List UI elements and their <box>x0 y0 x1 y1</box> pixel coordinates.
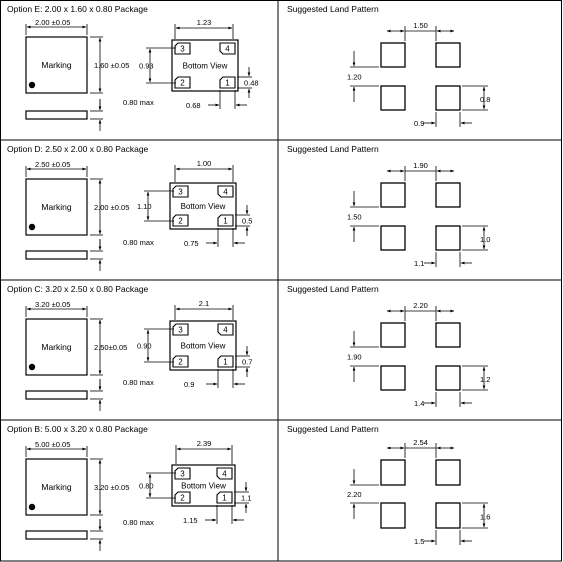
land-pad-4 <box>436 86 460 110</box>
pad-pin-number: 4 <box>222 469 227 479</box>
package-width-label: 2.00 ±0.05 <box>35 18 71 27</box>
package-height-label: 3.20 ±0.05 <box>94 483 130 492</box>
land-spacing-x-label: 2.20 <box>413 301 428 310</box>
land-pad-3 <box>381 86 405 110</box>
land-pattern-title: Suggested Land Pattern <box>287 4 379 14</box>
land-pad-1 <box>381 183 405 207</box>
bottom-pad-width-label: 0.75 <box>184 239 199 248</box>
land-pad-4 <box>436 503 460 528</box>
land-pad-1 <box>381 460 405 485</box>
bottom-pad-height-label: 1.1 <box>241 493 252 503</box>
pad-pin-number: 1 <box>222 493 227 503</box>
land-pad-3 <box>381 226 405 250</box>
pin1-indicator-dot <box>29 224 35 230</box>
land-pad-height-label: 1.6 <box>480 512 491 522</box>
bottom-pitch-y-label: 1.10 <box>137 202 152 211</box>
table-grid <box>1 1 562 562</box>
bottom-pad-width-label: 0.68 <box>186 101 201 110</box>
land-spacing-y-label: 1.20 <box>347 72 362 82</box>
land-pad-width-label: 1.4 <box>414 399 425 408</box>
package-width-label: 2.50 ±0.05 <box>35 160 71 169</box>
package-row-1 <box>7 4 490 131</box>
land-pad-4 <box>436 226 460 250</box>
table-border <box>1 1 562 562</box>
bottom-pitch-x-label: 1.00 <box>196 159 212 168</box>
package-height-label: 2.00 ±0.05 <box>94 203 130 212</box>
bottom-view-label: Bottom View <box>181 481 226 491</box>
land-pad-width-label: 1.5 <box>414 537 425 546</box>
option-title: Option B: 5.00 x 3.20 x 0.80 Package <box>7 424 148 434</box>
table-rows <box>7 4 490 551</box>
bottom-pad-height-label: 0.7 <box>242 357 253 367</box>
land-pad-2 <box>436 323 460 347</box>
bottom-pitch-y-label: 0.90 <box>137 341 152 351</box>
package-row-2 <box>7 144 490 271</box>
bottom-view-label: Bottom View <box>180 202 226 211</box>
land-spacing-y-label: 1.90 <box>347 352 362 362</box>
land-spacing-x-label: 2.54 <box>413 438 428 447</box>
pad-pin-number: 4 <box>223 187 228 197</box>
package-row-3 <box>7 284 490 411</box>
land-pad-3 <box>381 366 405 390</box>
land-pattern-title: Suggested Land Pattern <box>287 424 379 434</box>
package-thickness-label: 0.80 max <box>123 378 154 387</box>
land-pad-3 <box>381 503 405 528</box>
land-pad-height-label: 0.8 <box>480 95 491 104</box>
pin1-indicator-dot <box>29 364 35 370</box>
bottom-pitch-x-label: 1.23 <box>196 18 212 27</box>
package-thickness-label: 0.80 max <box>123 518 154 527</box>
option-title: Option E: 2.00 x 1.60 x 0.80 Package <box>7 4 148 14</box>
land-spacing-y-label: 2.20 <box>347 490 362 499</box>
land-pad-1 <box>381 323 405 347</box>
package-side-view <box>26 251 87 259</box>
bottom-pitch-y-label: 0.93 <box>139 61 154 71</box>
bottom-pitch-y-label: 0.80 <box>139 481 154 491</box>
land-pattern-title: Suggested Land Pattern <box>287 144 379 154</box>
pad-pin-number: 3 <box>180 469 185 479</box>
pad-pin-number: 2 <box>180 493 185 503</box>
marking-label: Marking <box>41 482 72 492</box>
land-pad-2 <box>436 183 460 207</box>
land-spacing-x-label: 1.50 <box>413 21 428 30</box>
land-pad-2 <box>436 460 460 485</box>
pad-pin-number: 1 <box>223 216 228 226</box>
package-thickness-label: 0.80 max <box>123 238 154 247</box>
land-pad-4 <box>436 366 460 390</box>
bottom-view-label: Bottom View <box>182 61 228 71</box>
bottom-pad-height-label: 0.48 <box>244 78 259 88</box>
marking-label: Marking <box>41 60 72 70</box>
pad-pin-number: 1 <box>223 357 228 367</box>
package-side-view <box>26 111 87 119</box>
package-width-label: 5.00 ±0.05 <box>35 440 71 449</box>
pad-pin-number: 1 <box>225 78 230 88</box>
pad-pin-number: 3 <box>180 44 185 54</box>
land-pattern-title: Suggested Land Pattern <box>287 284 379 294</box>
land-pad-height-label: 1.2 <box>480 375 491 384</box>
bottom-view-label: Bottom View <box>180 341 226 351</box>
marking-label: Marking <box>41 202 72 212</box>
pad-pin-number: 2 <box>178 357 183 367</box>
bottom-pad-width-label: 1.15 <box>183 516 198 525</box>
land-pad-width-label: 1.1 <box>414 259 425 268</box>
pad-pin-number: 2 <box>180 78 185 88</box>
bottom-pitch-x-label: 2.1 <box>198 299 210 308</box>
land-spacing-x-label: 1.90 <box>413 161 428 170</box>
package-side-view <box>26 391 87 399</box>
land-pad-1 <box>381 43 405 67</box>
package-height-label: 1.60 ±0.05 <box>94 61 130 70</box>
option-title: Option C: 3.20 x 2.50 x 0.80 Package <box>7 284 149 294</box>
package-side-view <box>26 531 87 539</box>
pin1-indicator-dot <box>29 82 35 88</box>
option-title: Option D: 2.50 x 2.00 x 0.80 Package <box>7 144 149 154</box>
package-row-4 <box>7 424 490 551</box>
pad-pin-number: 4 <box>223 325 228 335</box>
package-thickness-label: 0.80 max <box>123 98 154 107</box>
land-pad-width-label: 0.9 <box>414 119 425 128</box>
bottom-pad-width-label: 0.9 <box>184 380 195 389</box>
land-spacing-y-label: 1.50 <box>347 212 362 222</box>
pin1-indicator-dot <box>29 504 35 510</box>
bottom-pitch-x-label: 2.39 <box>196 439 212 448</box>
pad-pin-number: 4 <box>225 44 230 54</box>
package-width-label: 3.20 ±0.05 <box>35 300 71 309</box>
land-pad-height-label: 1.0 <box>480 235 491 244</box>
pad-pin-number: 2 <box>178 216 183 226</box>
bottom-pad-height-label: 0.5 <box>242 216 253 226</box>
pad-pin-number: 3 <box>178 187 183 197</box>
package-height-label: 2.50±0.05 <box>94 343 128 352</box>
land-pad-2 <box>436 43 460 67</box>
marking-label: Marking <box>41 342 72 352</box>
pad-pin-number: 3 <box>178 325 183 335</box>
